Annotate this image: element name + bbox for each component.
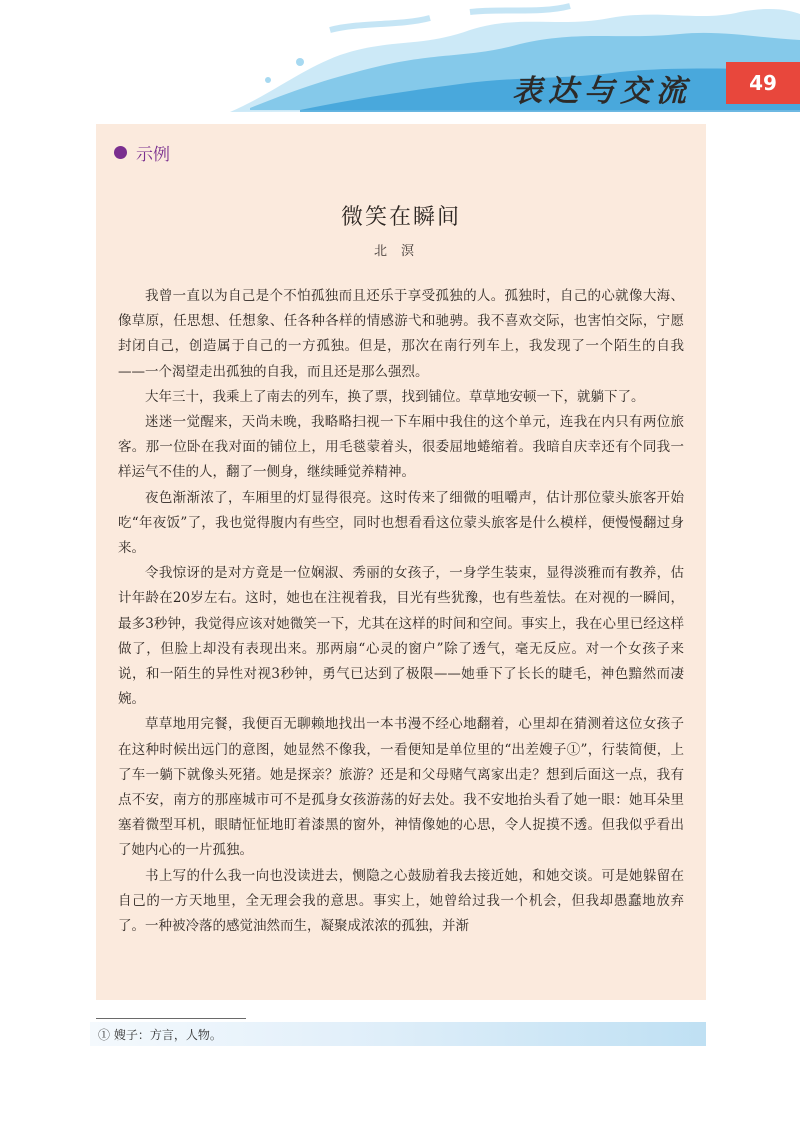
- essay-paragraph: 书上写的什么我一向也没读进去，恻隐之心鼓励着我去接近她，和她交谈。可是她躲留在自己的一方天地里，全无理会我的意思。事实上，她曾给过我一个机会，但我却愚蠢地放弃了。一种被冷落的感觉油然而生，凝聚成浓浓的孤独，并渐: [118, 867, 684, 935]
- essay-paragraph: 令我惊讶的是对方竟是一位娴淑、秀丽的女孩子，一身学生装束，显得淡雅而有教养，估计年龄在20岁左右。这时，她也在注视着我，目光有些犹豫，也有些羞怯。在对视的一瞬间，最多3秒钟，我觉得应该对她微笑一下，尤其在这样的时间和空间。事实上，我在心里已经这样做了，但脸上却没有表现出来。那两扇“心灵的窗户”除了透气，毫无反应。对一个女孩子来说，和一陌生的异性对视3秒钟，勇气已达到了极限——她垂下了长长的睫毛，神色黯然而凄婉。: [118, 565, 684, 708]
- essay-title: 微笑在瞬间: [340, 205, 461, 230]
- example-box: [96, 124, 706, 1000]
- bullet-dot-icon: [114, 146, 127, 159]
- essay-body: [118, 284, 684, 939]
- section-title: 表达与交流: [512, 74, 692, 109]
- essay-paragraph: 我曾一直以为自己是个不怕孤独而且还乐于享受孤独的人。孤独时，自己的心就像大海、像草原，任思想、任想象、任各种各样的情感游弋和驰骋。我不喜欢交际，也害怕交际，宁愿封闭自己，创造属于自己的一方孤独。但是，那次在南行列车上，我发现了一个陌生的自我——一个渴望走出孤独的自我，而且还是那么强烈。: [118, 288, 684, 380]
- page-number: 49: [726, 62, 800, 104]
- footnote-divider: [96, 1018, 246, 1019]
- essay-paragraph: 大年三十，我乘上了南去的列车，换了票，找到铺位。草草地安顿一下，就躺下了。: [145, 388, 645, 405]
- footnote-text: ① 嫂子：方言，人物。: [98, 1028, 222, 1042]
- example-label-text: 示例: [136, 144, 170, 165]
- essay-paragraph: 迷迷一觉醒来，天尚未晚，我略略扫视一下车厢中我住的这个单元，连我在内只有两位旅客。那一位卧在我对面的铺位上，用毛毯蒙着头，很委屈地蜷缩着。我暗自庆幸还有个同我一样运气不佳的人，翻了一侧身，继续睡觉养精神。: [118, 414, 684, 481]
- essay-paragraph: 夜色渐渐浓了，车厢里的灯显得很亮。这时传来了细微的咀嚼声，估计那位蒙头旅客开始吃“年夜饭”了，我也觉得腹内有些空，同时也想看看这位蒙头旅客是什么模样，便慢慢翻过身来。: [118, 489, 684, 557]
- essay-paragraph: 草草地用完餐，我便百无聊赖地找出一本书漫不经心地翻着，心里却在猜测着这位女孩子在这种时候出远门的意图，她显然不像我，一看便知是单位里的“出差嫂子①”，行装简便，上了车一躺下就像头死猪。她是探亲？旅游？还是和父母赌气离家出走？想到后面这一点，我有点不安，南方的那座城市可不是孤身女孩游荡的好去处。我不安地抬头看了她一眼：她耳朵里塞着微型耳机，眼睛怔怔地盯着漆黑的窗外，神情像她的心思，令人捉摸不透。但我似乎看出了她内心的一片孤独。: [118, 716, 684, 859]
- essay-author: 北溟: [373, 244, 428, 259]
- example-label: [114, 140, 170, 164]
